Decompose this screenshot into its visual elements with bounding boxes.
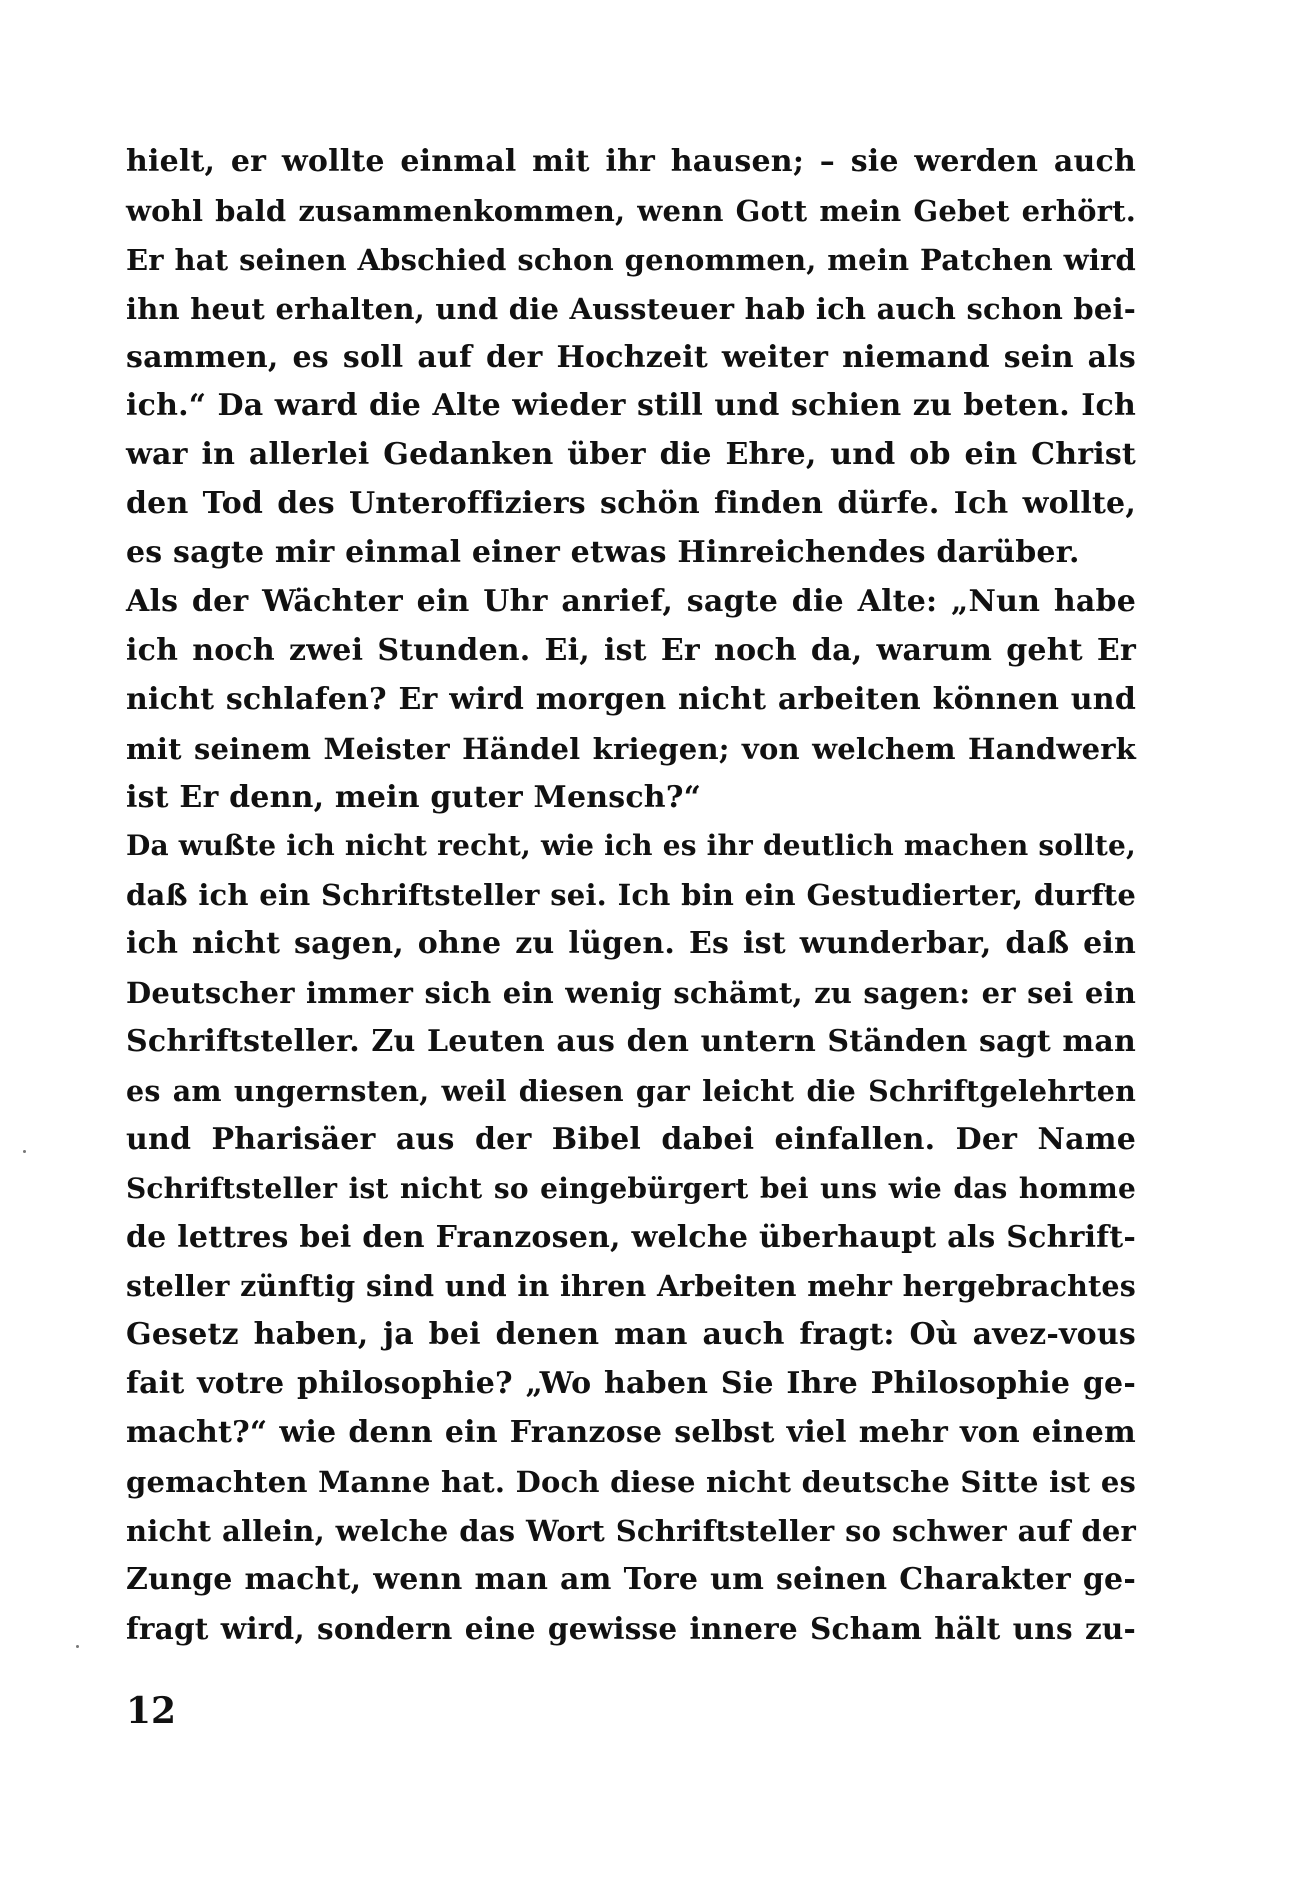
- text-line-7: war in allerlei Gedanken über die Ehre, und ob ein Christ: [126, 437, 1136, 473]
- text-line-2: wohl bald zusammenkommen, wenn Gott mein Gebet erhört.: [126, 193, 1136, 228]
- text-line-3: Er hat seinen Abschied schon genommen, mein Patchen wird: [126, 242, 1136, 277]
- text-line-30: Zunge macht, wenn man am Tore um seinen Charakter ge-: [126, 1561, 1136, 1597]
- text-line-18: Deutscher immer sich ein wenig schämt, zu sagen: er sei ein: [126, 976, 1136, 1011]
- text-line-22: Schriftsteller ist nicht so eingebürgert bei uns wie das homme: [126, 1171, 1136, 1205]
- scan-speck: [23, 1150, 26, 1153]
- text-line-31: fragt wird, sondern eine gewisse innere Scham hält uns zu-: [126, 1610, 1136, 1646]
- text-line-20: es am ungernsten, weil diesen gar leicht die Schriftgelehrten: [126, 1073, 1136, 1108]
- scan-speck: [76, 1645, 79, 1648]
- text-line-17: ich nicht sagen, ohne zu lügen. Es ist wunderbar, daß ein: [126, 926, 1136, 962]
- text-line-1: hielt, er wollte einmal mit ihr hausen; – sie werden auch: [126, 144, 1136, 179]
- text-line-9: es sagte mir einmal einer etwas Hinreichendes darüber.: [126, 535, 1080, 571]
- text-line-24: steller zünftig sind und in ihren Arbeiten mehr hergebrachtes: [126, 1269, 1136, 1304]
- text-line-21: und Pharisäer aus der Bibel dabei einfallen. Der Name: [126, 1121, 1136, 1157]
- text-line-5: sammen, es soll auf der Hochzeit weiter niemand sein als: [126, 339, 1136, 375]
- text-line-26: fait votre philosophie? „Wo haben Sie Ihre Philosophie ge-: [126, 1366, 1136, 1402]
- text-line-27: macht?“ wie denn ein Franzose selbst viel mehr von einem: [126, 1415, 1136, 1451]
- text-line-12: nicht schlafen? Er wird morgen nicht arbeiten können und: [126, 681, 1136, 717]
- text-line-19: Schriftsteller. Zu Leuten aus den untern Ständen sagt man: [126, 1024, 1136, 1060]
- text-line-6: ich.“ Da ward die Alte wieder still und schien zu beten. Ich: [126, 388, 1136, 424]
- page-number: 12: [126, 1690, 177, 1732]
- body-text: [126, 138, 1136, 1654]
- text-line-13: mit seinem Meister Händel kriegen; von welchem Handwerk: [126, 731, 1136, 766]
- text-line-25: Gesetz haben, ja bei denen man auch fragt: Où avez-vous: [126, 1317, 1136, 1353]
- text-line-11: ich noch zwei Stunden. Ei, ist Er noch da, warum geht Er: [126, 632, 1136, 668]
- text-line-16: daß ich ein Schriftsteller sei. Ich bin ein Gestudierter, durfte: [126, 878, 1136, 913]
- text-line-14: ist Er denn, mein guter Mensch?“: [126, 779, 702, 815]
- text-line-4: ihn heut erhalten, und die Aussteuer hab ich auch schon bei-: [126, 291, 1136, 326]
- text-line-23: de lettres bei den Franzosen, welche überhaupt als Schrift-: [126, 1219, 1136, 1255]
- text-line-29: nicht allein, welche das Wort Schriftsteller so schwer auf der: [126, 1513, 1136, 1548]
- text-line-8: den Tod des Unteroffiziers schön finden dürfe. Ich wollte,: [126, 486, 1136, 522]
- text-line-10: Als der Wächter ein Uhr anrief, sagte die Alte: „Nun habe: [126, 584, 1136, 620]
- text-line-15: Da wußte ich nicht recht, wie ich es ihr deutlich machen sollte,: [126, 829, 1136, 863]
- text-line-28: gemachten Manne hat. Doch diese nicht deutsche Sitte ist es: [126, 1465, 1136, 1500]
